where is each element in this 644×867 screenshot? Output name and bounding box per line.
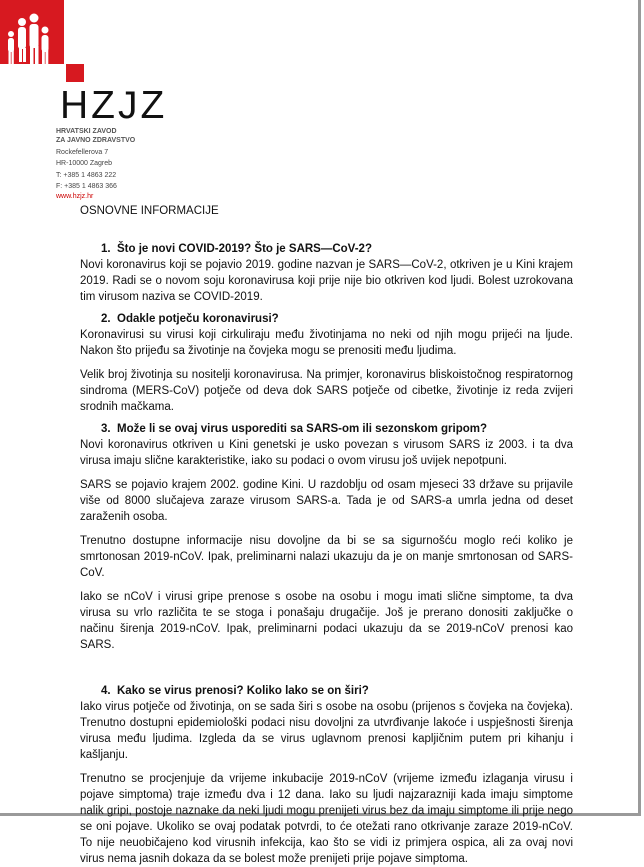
section-number: 4.	[101, 685, 111, 697]
section-question: Odakle potječu koronavirusi?	[117, 313, 279, 325]
website-link[interactable]: www.hzjz.hr	[56, 193, 94, 200]
document-body	[80, 203, 573, 867]
section-2-paragraph-1: Koronavirusi su virusi koji cirkuliraju među životinjama no neki od njih mogu prijeći na ljude. Nakon što prijeđu sa životinje na čovjeka mogu se prenositi među ljudima.	[80, 329, 573, 357]
section-3-heading	[80, 421, 573, 437]
section-3-paragraph-2: SARS se pojavio krajem 2002. godine Kini. U razdoblju od osam mjeseci 33 države su prijavile više od 8000 slučajeva zaraze virusom SARS-a. Tada je od SARS-a umrla jedna od deset zaraženih osoba.	[80, 479, 573, 523]
org-name-line1: HRVATSKI ZAVOD	[56, 128, 117, 135]
section-2-heading	[80, 311, 573, 327]
address-city: HR-10000 Zagreb	[56, 160, 113, 167]
brand-name: HZJZ	[60, 84, 168, 127]
section-number: 3.	[101, 423, 111, 435]
section-3-paragraph-4: Iako se nCoV i virusi gripe prenose s osobe na osobu i mogu imati slične simptome, ta dva virusa su vrlo različita te se stoga i ponašaju drugačije. Još je prerano donositi zaključke o načinu širenja 2019-nCoV. Ipak, preliminarni podaci ukazuju da se 2019-nCoV prenosi kao SARS.	[80, 591, 573, 651]
section-question: Kako se virus prenosi? Koliko lako se on širi?	[117, 685, 369, 697]
fax-number: F: +385 1 4863 366	[56, 183, 117, 190]
section-question: Može li se ovaj virus usporediti sa SARS-om ili sezonskom gripom?	[117, 423, 487, 435]
hzjz-logo-figures	[0, 0, 64, 64]
org-name	[56, 127, 135, 145]
section-2-paragraph-2: Velik broj životinja su nositelji koronavirusa. Na primjer, koronavirus bliskoistočnog respiratornog sindroma (MERS-CoV) potječe od deva dok SARS potječe od cibetke, životinje iz reda zvijeri srodnih mačkama.	[80, 369, 573, 413]
phone-number: T: +385 1 4863 222	[56, 172, 117, 179]
people-silhouette-icon	[0, 0, 64, 64]
section-1-heading	[80, 241, 573, 257]
section-number: 2.	[101, 313, 111, 325]
section-number: 1.	[101, 243, 111, 255]
section-3-paragraph-3: Trenutno dostupne informacije nisu dovoljne da bi se sa sigurnošću moglo reći koliko je smrtonosan 2019-nCoV. Ipak, preliminarni nalazi ukazuju da je on manje smrtonosan od SARS-CoV.	[80, 535, 573, 579]
section-4-heading	[80, 683, 573, 699]
org-name-line2: ZA JAVNO ZDRAVSTVO	[56, 137, 136, 144]
section-3-paragraph-1: Novi koronavirus otkriven u Kini genetski je usko povezan s virusom SARS iz 2003. i ta dva virusa imaju slične karakteristike, iako su podaci o ovom virusu još uvijek nepotpuni.	[80, 439, 573, 467]
document-title: OSNOVNE INFORMACIJE	[80, 205, 219, 217]
section-1-paragraph-1: Novi koronavirus koji se pojavio 2019. godine nazvan je SARS—CoV-2, otkriven je u Kini krajem 2019. Radi se o novom soju koronavirusa koji prije nije bio otkriven kod ljudi. Bolest uzrokovana tim virusom naziva se COVID-2019.	[80, 259, 573, 303]
section-4-paragraph-1: Iako virus potječe od životinja, on se sada širi s osobe na osobu (prijenos s čovjeka na čovjeka). Trenutno dostupni epidemiološki podaci nisu dovoljni za utvrđivanje lakoće i uspješnosti širenja virusa među ljudima. Izgleda da se virus uglavnom prenosi kapljičnim putem pri kihanju i kašljanju.	[80, 701, 573, 761]
logo-square	[66, 64, 84, 82]
section-question: Što je novi COVID-2019? Što je SARS—CoV-2?	[117, 243, 372, 255]
address-street: Rockefellerova 7	[56, 149, 109, 156]
section-4-paragraph-2: Trenutno se procjenjuje da vrijeme inkubacije 2019-nCoV (vrijeme između izlaganja virusu i pojave simptoma) traje između dva i 12 dana. Iako su ljudi najzarazniji kada imaju simptome nalik gripi, postoje naznake da neki ljudi mogu prenijeti virus bez da imaju simptome ili prije nego se oni pojave. Ukoliko se ovaj podatak potvrdi, to će otežati rano otkrivanje zaraze 2019-nCoV. To nije neuobičajeno kod virusnih infekcija, kao što se vidi iz primjera ospica, ali za ovaj novi virus nema jasnih dokaza da se bolest može prenijeti prije pojave simptoma.	[80, 773, 573, 865]
